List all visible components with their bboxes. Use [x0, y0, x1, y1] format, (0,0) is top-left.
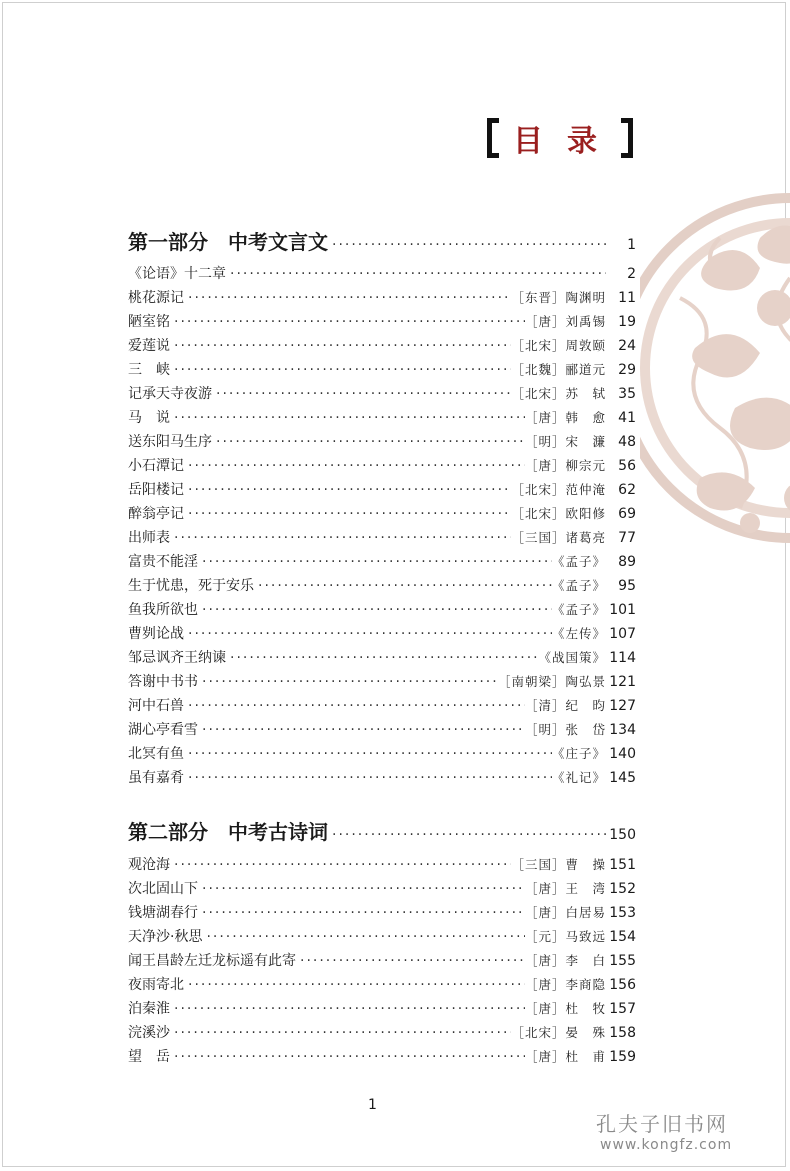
entry-author: ［三国］诸葛亮	[511, 530, 606, 545]
entry-title: 陋室铭	[128, 314, 170, 330]
entry-title: 天净沙·秋思	[128, 929, 203, 945]
toc-entry[interactable]	[128, 505, 636, 523]
page-number: 1	[627, 237, 636, 253]
entry-title: 曹刿论战	[128, 626, 184, 642]
leader-dots	[170, 337, 511, 355]
leader-dots	[170, 409, 525, 427]
toc-entry[interactable]	[128, 1048, 636, 1066]
entry-author: 《战国策》	[538, 650, 606, 665]
leader-dots	[170, 856, 511, 874]
entry-author: 《礼记》	[551, 770, 606, 785]
page-number: 56	[618, 458, 636, 474]
leader-dots	[184, 289, 511, 307]
leader-dots	[202, 928, 525, 946]
entry-author: ［明］张 岱	[524, 722, 606, 737]
page-number: 35	[618, 386, 636, 402]
page-number-footer: 1	[368, 1097, 377, 1113]
entry-title: 钱塘湖春行	[128, 905, 198, 921]
toc-entry[interactable]	[128, 313, 636, 331]
entry-author: ［唐］李商隐	[524, 977, 606, 992]
leader-dots	[212, 385, 511, 403]
page-number: 19	[618, 314, 636, 330]
page-number: 114	[609, 650, 636, 666]
entry-author: ［北魏］郦道元	[511, 362, 606, 377]
part-title: 第一部分 中考文言文	[128, 230, 328, 254]
toc-title	[487, 116, 633, 160]
page-number: 127	[609, 698, 636, 714]
leader-dots	[198, 904, 525, 922]
leader-dots	[226, 265, 606, 283]
entry-title: 北冥有鱼	[128, 746, 184, 762]
page-number: 2	[627, 266, 636, 282]
toc-entry[interactable]	[128, 673, 636, 691]
entry-author: ［元］马致远	[524, 929, 606, 944]
leader-dots	[296, 952, 525, 970]
entry-author: ［北宋］范仲淹	[511, 482, 606, 497]
entry-title: 《论语》十二章	[128, 266, 226, 282]
floral-ornament-icon	[640, 178, 790, 558]
page-number: 134	[609, 722, 636, 738]
toc-title-text: 目录	[513, 124, 621, 159]
toc-entry[interactable]	[128, 385, 636, 403]
leader-dots	[184, 625, 552, 643]
page-number: 154	[609, 929, 636, 945]
entry-title: 夜雨寄北	[128, 977, 184, 993]
leader-dots	[254, 577, 552, 595]
leader-dots	[184, 697, 525, 715]
part-title: 第二部分 中考古诗词	[128, 820, 328, 844]
page-number: 69	[618, 506, 636, 522]
page-number: 151	[609, 857, 636, 873]
entry-author: ［清］纪 昀	[524, 698, 606, 713]
page-number: 41	[618, 410, 636, 426]
toc-part[interactable]	[128, 820, 636, 844]
toc-entry[interactable]	[128, 904, 636, 922]
page-number: 152	[609, 881, 636, 897]
toc-entry[interactable]	[128, 433, 636, 451]
entry-author: 《庄子》	[551, 746, 606, 761]
leader-dots	[226, 649, 538, 667]
toc-entry[interactable]	[128, 769, 636, 787]
page-number: 11	[618, 290, 636, 306]
toc-entry[interactable]	[128, 481, 636, 499]
entry-title: 观沧海	[128, 857, 170, 873]
page-number: 153	[609, 905, 636, 921]
toc-entry[interactable]	[128, 529, 636, 547]
entry-author: ［三国］曹 操	[511, 857, 606, 872]
toc-entry[interactable]	[128, 721, 636, 739]
watermark-logo: 孔夫子旧书网	[596, 1112, 728, 1136]
entry-author: ［唐］李 白	[524, 953, 606, 968]
entry-title: 三 峡	[128, 362, 170, 378]
leader-dots	[184, 457, 525, 475]
leader-dots	[328, 236, 606, 254]
toc-entry[interactable]	[128, 745, 636, 763]
toc-entry[interactable]	[128, 457, 636, 475]
leader-dots	[170, 361, 511, 379]
toc-entry[interactable]	[128, 649, 636, 667]
leader-dots	[184, 769, 552, 787]
toc-entry[interactable]	[128, 577, 636, 595]
entry-author: ［南朝梁］陶弘景	[497, 674, 606, 689]
page-number: 24	[618, 338, 636, 354]
entry-title: 记承天寺夜游	[128, 386, 212, 402]
toc-entry[interactable]	[128, 553, 636, 571]
toc-entry[interactable]	[128, 361, 636, 379]
page-number: 101	[609, 602, 636, 618]
entry-title: 浣溪沙	[128, 1025, 170, 1041]
entry-title: 生于忧患，死于安乐	[128, 578, 254, 594]
entry-author: ［北宋］周敦颐	[511, 338, 606, 353]
entry-author: ［唐］韩 愈	[524, 410, 606, 425]
entry-title: 虽有嘉肴	[128, 770, 184, 786]
entry-title: 送东阳马生序	[128, 434, 212, 450]
toc-entry[interactable]	[128, 409, 636, 427]
entry-author: 《左传》	[551, 626, 606, 641]
entry-author: ［唐］柳宗元	[524, 458, 606, 473]
toc-entry[interactable]	[128, 880, 636, 898]
leader-dots	[184, 505, 511, 523]
page-number: 121	[609, 674, 636, 690]
toc-entry[interactable]	[128, 601, 636, 619]
entry-author: ［北宋］欧阳修	[511, 506, 606, 521]
leader-dots	[170, 1000, 525, 1018]
entry-title: 鱼我所欲也	[128, 602, 198, 618]
entry-title: 桃花源记	[128, 290, 184, 306]
entry-author: ［明］宋 濂	[524, 434, 606, 449]
entry-title: 河中石兽	[128, 698, 184, 714]
entry-author: ［北宋］苏 轼	[511, 386, 606, 401]
entry-title: 小石潭记	[128, 458, 184, 474]
entry-title: 爱莲说	[128, 338, 170, 354]
leader-dots	[170, 1048, 525, 1066]
leader-dots	[328, 826, 606, 844]
entry-author: ［唐］白居易	[524, 905, 606, 920]
entry-title: 湖心亭看雪	[128, 722, 198, 738]
page-number: 89	[618, 554, 636, 570]
page-number: 62	[618, 482, 636, 498]
entry-title: 马 说	[128, 410, 170, 426]
leader-dots	[198, 553, 552, 571]
page-number: 77	[618, 530, 636, 546]
right-bracket-icon	[621, 118, 633, 158]
entry-author: 《孟子》	[551, 578, 606, 593]
entry-title: 出师表	[128, 530, 170, 546]
entry-title: 醉翁亭记	[128, 506, 184, 522]
leader-dots	[184, 976, 525, 994]
page-number: 107	[609, 626, 636, 642]
page-number: 150	[609, 827, 636, 843]
page-number: 95	[618, 578, 636, 594]
entry-title: 次北固山下	[128, 881, 198, 897]
leader-dots	[170, 1024, 511, 1042]
leader-dots	[198, 601, 552, 619]
page-number: 145	[609, 770, 636, 786]
entry-title: 闻王昌龄左迁龙标遥有此寄	[128, 953, 296, 969]
leader-dots	[184, 745, 552, 763]
leader-dots	[198, 880, 525, 898]
leader-dots	[198, 673, 498, 691]
entry-author: 《孟子》	[551, 554, 606, 569]
toc-entry[interactable]	[128, 1000, 636, 1018]
leader-dots	[170, 529, 511, 547]
page-number: 140	[609, 746, 636, 762]
toc-entry[interactable]	[128, 976, 636, 994]
entry-author: ［北宋］晏 殊	[511, 1025, 606, 1040]
toc-entry[interactable]	[128, 856, 636, 874]
watermark-url: www.kongfz.com	[600, 1137, 733, 1153]
entry-author: 《孟子》	[551, 602, 606, 617]
page-number: 29	[618, 362, 636, 378]
entry-title: 答谢中书书	[128, 674, 198, 690]
toc-entry[interactable]	[128, 265, 636, 283]
toc-entry[interactable]	[128, 625, 636, 643]
leader-dots	[170, 313, 525, 331]
page-number: 158	[609, 1025, 636, 1041]
entry-author: ［唐］刘禹锡	[524, 314, 606, 329]
toc-part[interactable]	[128, 230, 636, 254]
toc-entry[interactable]	[128, 289, 636, 307]
entry-author: ［唐］杜 牧	[524, 1001, 606, 1016]
leader-dots	[184, 481, 511, 499]
page-number: 155	[609, 953, 636, 969]
leader-dots	[212, 433, 525, 451]
toc-entry[interactable]	[128, 1024, 636, 1042]
page-number: 48	[618, 434, 636, 450]
entry-author: ［唐］王 湾	[524, 881, 606, 896]
entry-author: ［东晋］陶渊明	[511, 290, 606, 305]
entry-title: 泊秦淮	[128, 1001, 170, 1017]
leader-dots	[198, 721, 525, 739]
page-number: 156	[609, 977, 636, 993]
toc-entry[interactable]	[128, 697, 636, 715]
toc-entry[interactable]	[128, 952, 636, 970]
page-number: 159	[609, 1049, 636, 1065]
entry-title: 望 岳	[128, 1049, 170, 1065]
entry-title: 岳阳楼记	[128, 482, 184, 498]
left-bracket-icon	[487, 118, 499, 158]
toc-entry[interactable]	[128, 928, 636, 946]
toc-entry[interactable]	[128, 337, 636, 355]
entry-title: 邹忌讽齐王纳谏	[128, 650, 226, 666]
page-number: 157	[609, 1001, 636, 1017]
entry-title: 富贵不能淫	[128, 554, 198, 570]
entry-author: ［唐］杜 甫	[524, 1049, 606, 1064]
